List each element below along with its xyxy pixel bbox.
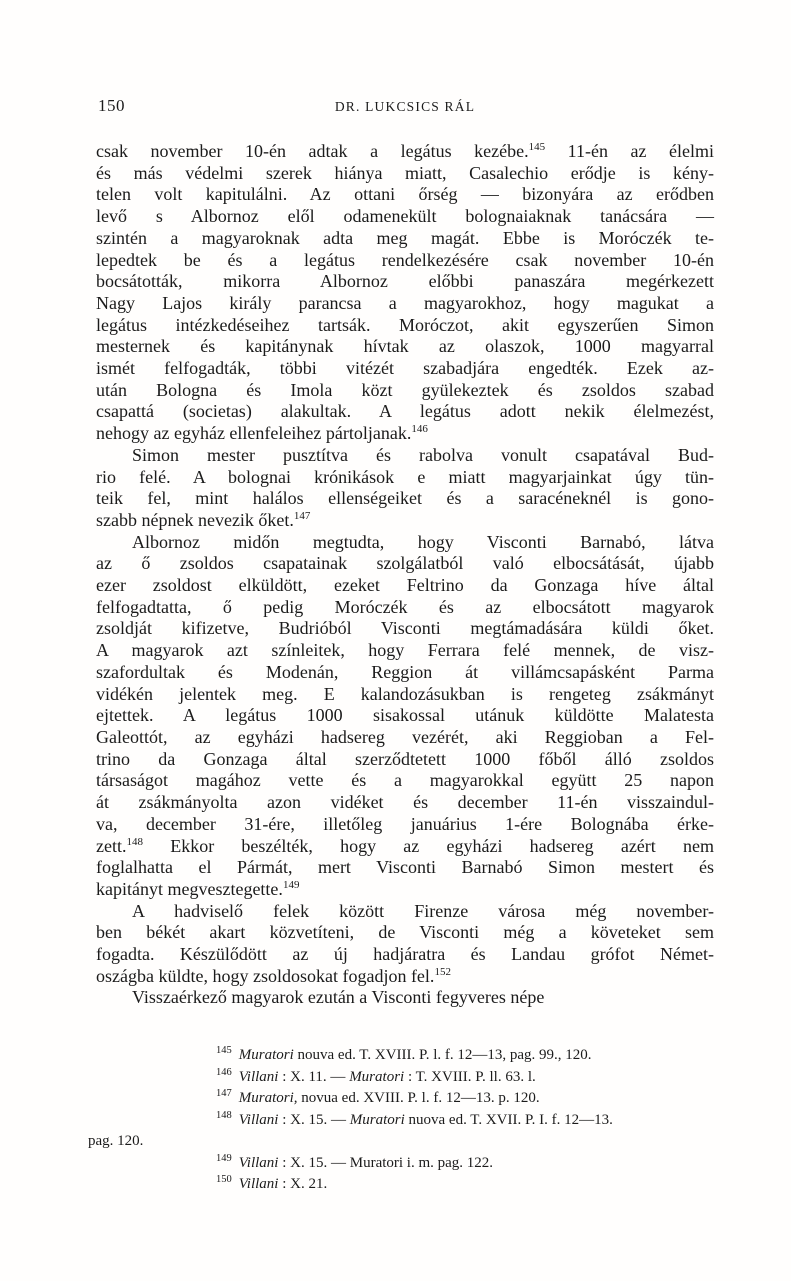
cited-author: Muratori, (238, 1090, 298, 1107)
text-line: kapitányt megvesztegette.$^{149}$ (96, 878, 300, 899)
text-line: társaságot magához vette és a magyarokkal együtt 25 napon (96, 770, 714, 791)
footnotes (88, 1045, 714, 1196)
text-line: nehogy az egyház ellenfeleihez pártoljanak.$^{146}$ (96, 423, 428, 444)
text-line: teik fel, mint halálos ellenségeiket és a saracéneknél is gono- (96, 488, 714, 509)
running-head: DR. LUKCSICS RÁL (334, 99, 476, 114)
footnote-ref: 146 (411, 423, 428, 436)
footnote-ref: 152 (434, 965, 451, 978)
text-line: fogadta. Készülődött az új hadjáratra és Landau grófot Német- (96, 944, 714, 965)
text-line: bocsátották, mikorra Albornoz előbbi panaszára megérkezett (96, 271, 714, 292)
text-line: szafordultak és Modenán, Reggion át villámcsapásként Parma (96, 661, 714, 682)
text-line: ezer zsoldost elküldött, ezeket Feltrino da Gonzaga híve által (96, 575, 714, 596)
text-line: va, december 31-ére, illetőleg januárius 1-ére Bolognába érke- (96, 813, 714, 834)
text-line: mesternek és kapitánynak hívtak az olaszok, 1000 magyarral (96, 336, 714, 357)
footnote-number: 149 (216, 1152, 232, 1164)
text-line: legátus intézkedéseihez tartsák. Moróczot, akit egyszerűen Simon (96, 314, 714, 335)
text-line: Nagy Lajos király parancsa a magyarokhoz, hogy magukat a (96, 292, 714, 313)
text-line: ismét felfogadták, többi vitézét szabadjára engedték. Ezek az- (96, 358, 714, 379)
footnote-line: $^{149}$ Villani : X. 15. — Muratori i. m. pag. 122. (216, 1152, 494, 1171)
text-line: csapattá (societas) alakultak. A legátus adott nekik élelmezést, (96, 401, 714, 422)
text-line: A hadviselő felek között Firenze városa még november- (132, 900, 714, 921)
text-line: trino da Gonzaga által szerződtetett 1000 főből álló zsoldos (96, 748, 714, 769)
text-line: felfogadtatta, ő pedig Moróczék és az elbocsátott magyarok (96, 596, 714, 617)
page-content (88, 96, 714, 1196)
text-line: csak november 10-én adtak a legátus kezébe.$^{145}$ 11-én az élelmi (96, 141, 714, 161)
footnote-line: pag. 120. (88, 1133, 144, 1150)
text-line: Galeottót, az egyházi hadsereg vezérét, aki Reggioban a Fel- (96, 726, 714, 747)
footnote-line: $^{148}$ Villani : X. 15. — Muratori nuova ed. T. XVII. P. I. f. 12—13. (216, 1109, 613, 1128)
text-line: vidékén jelentek meg. E kalandozásukban is rengeteg zsákmányt (96, 683, 714, 704)
footnote-number: 145 (216, 1045, 232, 1057)
text-line: oszágba küldte, hogy zsoldosokat fogadjon fel.$^{152}$ (96, 965, 451, 986)
footnote-line: $^{145}$ Muratori nouva ed. T. XVIII. P. l. f. 12—13, pag. 99., 120. (216, 1045, 592, 1064)
footnote-number: 150 (216, 1174, 232, 1186)
text-line: lepedtek be és a legátus rendelkezésére csak november 10-én (96, 249, 714, 270)
text-line: foglalhatta el Pármát, mert Visconti Barnabó Simon mestert és (96, 857, 714, 878)
text-line: zett.$^{148}$ Ekkor beszélték, hogy az egyházi hadsereg azért nem (96, 835, 714, 856)
footnote-number: 147 (216, 1088, 232, 1100)
footnote-line: $^{147}$ Muratori, novua ed. XVIII. P. l. f. 12—13. p. 120. (216, 1088, 540, 1107)
page-number: 150 (98, 96, 125, 115)
text-line: A magyarok azt színleitek, hogy Ferrara felé mennek, de visz- (96, 640, 714, 661)
footnote-number: 146 (216, 1066, 232, 1078)
footnote-line: $^{150}$ Villani : X. 21. (216, 1174, 328, 1193)
footnote-ref: 149 (282, 878, 300, 891)
cited-author: Muratori (349, 1111, 405, 1128)
text-line: Simon mester pusztítva és rabolva vonult csapatával Bud- (132, 444, 714, 465)
text-line: és más védelmi szerek hiánya miatt, Casalechio erődje is kény- (96, 162, 714, 183)
text-line: szintén a magyaroknak adta meg magát. Ebbe is Moróczék te- (96, 227, 714, 248)
text-line: szabb népnek nevezik őket.$^{147}$ (96, 509, 311, 530)
footnote-line: $^{146}$ Villani : X. 11. — Muratori : T. XVIII. P. ll. 63. l. (216, 1066, 536, 1085)
text-line: után Bologna és Imola közt gyülekeztek és zsoldos szabad (96, 379, 714, 400)
cited-author: Villani (238, 1111, 279, 1128)
footnote-ref: 145 (528, 141, 546, 153)
footnote-ref: 148 (126, 835, 143, 848)
text-line: zsoldját kifizetve, Budrióból Visconti megtámadására küldi őket. (96, 618, 714, 639)
footnote-number: 148 (216, 1109, 232, 1121)
text-line: telen volt kapitulálni. Az ottani őrség — bizonyára az erődben (96, 184, 714, 205)
cited-author: Villani (238, 1068, 279, 1085)
cited-author: Villani (238, 1176, 279, 1193)
text-line: ben békét akart közvetíteni, de Visconti még a követeket sem (96, 922, 714, 943)
text-line: át zsákmányolta azon vidéket és december 11-én visszaindul- (96, 792, 714, 813)
cited-author: Muratori (349, 1068, 405, 1085)
text-line: Visszaérkező magyarok ezután a Visconti fegyveres népe (132, 987, 545, 1008)
cited-author: Muratori (238, 1047, 294, 1064)
body-text (96, 141, 714, 1009)
text-line: az ő zsoldos csapatainak szolgálatból való elbocsátását, újabb (96, 553, 714, 574)
text-line: levő s Albornoz elől odamenekült bolognaiaknak tanácsára — (96, 206, 714, 227)
text-line: Albornoz midőn megtudta, hogy Visconti Barnabó, látva (132, 531, 714, 552)
page-header (96, 96, 714, 116)
text-line: rio felé. A bolognai krónikások e miatt magyarjainkat úgy tün- (96, 466, 714, 487)
text-line: ejtettek. A legátus 1000 sisakossal utánuk küldötte Malatesta (96, 705, 714, 726)
cited-author: Villani (238, 1154, 279, 1171)
footnote-ref: 147 (293, 509, 311, 522)
